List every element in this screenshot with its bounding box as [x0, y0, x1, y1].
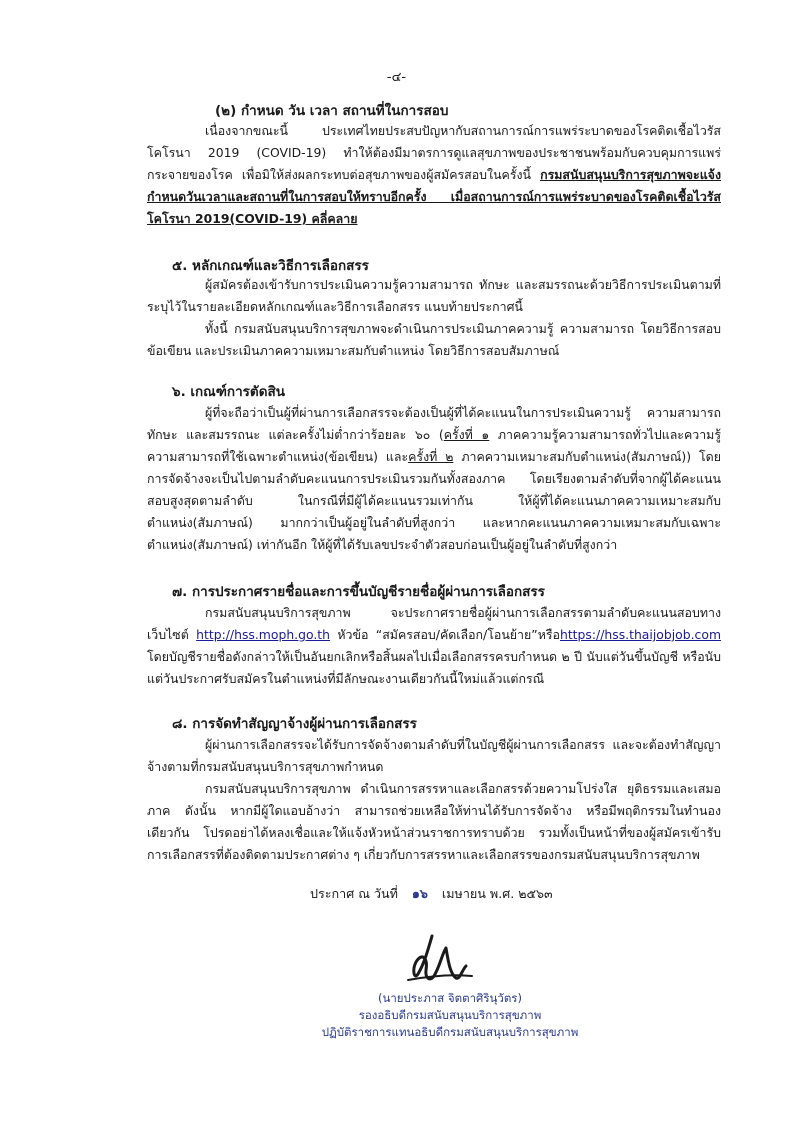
- section-body-announcement: [147, 602, 721, 690]
- signatory-acting-title: ปฏิบัติราชการแทนอธิบดีกรมสนับสนุนบริการสุขภาพ: [321, 1025, 579, 1039]
- announcement-paragraph: [147, 602, 721, 690]
- section-body-criteria: [147, 274, 721, 362]
- criteria-paragraph-2: ทั้งนี้ กรมสนับสนุนบริการสุขภาพจะดำเนินการประเมินภาคความรู้ ความสามารถ โดยวิธีการสอบข้อเขียน และประเมินภาคความเหมาะสมกับตำแหน่ง โดยวิธีการสอบสัมภาษณ์: [147, 321, 721, 358]
- announce-day: ๑๖: [411, 886, 428, 901]
- criteria-paragraph-1: ผู้สมัครต้องเข้ารับการประเมินความรู้ความสามารถ ทักษะ และสมรรถนะด้วยวิธีการประเมินตามที่ระบุไว้ในรายละเอียดหลักเกณฑ์และวิธีการเลือกสรร แนบท้ายประกาศนี้: [147, 277, 721, 314]
- judgement-text-b: ภาคความรู้ความสามารถทั่วไปและความรู้ความสามารถที่ใช้เฉพาะตำแหน่ง(ข้อเขียน) และ: [147, 427, 721, 464]
- page-number: -๔-: [386, 70, 407, 85]
- announcement-text-b: หัวข้อ “สมัครสอบ/คัดเลือก/โอนย้าย”หรือ: [330, 627, 560, 642]
- signature-block: [290, 990, 610, 1041]
- judgement-round-1: ครั้งที่ ๑: [443, 427, 490, 442]
- announce-month-year: เมษายน พ.ศ. ๒๕๖๓: [441, 886, 553, 901]
- section-body-schedule: [147, 120, 721, 230]
- schedule-notice-bold: กรมสนับสนุนบริการสุขภาพจะแจ้งกำหนดวันเวลาและสถานที่ในการสอบให้ทราบอีกครั้ง เมื่อสถานการณ์การแพร่ระบาดของโรคติดเชื้อไวรัสโคโรนา 2019(COVID-19) คลี่คลาย: [147, 167, 721, 226]
- announce-date: [310, 884, 553, 904]
- announcement-text-c: โดยบัญชีรายชื่อดังกล่าวให้เป็นอันยกเลิกหรือสิ้นผลไปเมื่อเลือกสรรครบกำหนด ๒ ปี นับแต่วันขึ้นบัญชี หรือนับแต่วันประกาศรับสมัครในตำแหน่งที่มีลักษณะงานเดียวกันนี้ใหม่แล้วแต่กรณี: [147, 649, 721, 686]
- thaijobjob-website-link[interactable]: https://hss.thaijobjob.com: [559, 627, 722, 642]
- section-heading-schedule: (๒) กำหนด วัน เวลา สถานที่ในการสอบ: [215, 103, 449, 119]
- section-body-contract: [147, 734, 721, 866]
- contract-paragraph-1: ผู้ผ่านการเลือกสรรจะได้รับการจัดจ้างตามลำดับที่ในบัญชีผู้ผ่านการเลือกสรร และจะต้องทำสัญญาจ้างตามที่กรมสนับสนุนบริการสุขภาพกำหนด: [147, 737, 721, 774]
- signatory-title: รองอธิบดีกรมสนับสนุนบริการสุขภาพ: [358, 1008, 542, 1022]
- judgement-text-a: ผู้ที่จะถือว่าเป็นผู้ที่ผ่านการเลือกสรรจะต้องเป็นผู้ที่ได้คะแนนในการประเมินความรู้ ความสามารถ ทักษะ และสมรรถนะ แต่ละครั้งไม่ต่ำกว่าร้อยละ ๖๐ (: [147, 405, 721, 442]
- judgement-round-2: ครั้งที่ ๒: [408, 449, 454, 464]
- announce-prefix: ประกาศ ณ วันที่: [310, 886, 398, 901]
- section-heading-contract: ๘. การจัดทำสัญญาจ้างผู้ผ่านการเลือกสรร: [172, 716, 417, 732]
- announcement-text-a: กรมสนับสนุนบริการสุขภาพ จะประกาศรายชื่อผู้ผ่านการเลือกสรรตามลำดับคะแนนสอบทางเว็บไซต์: [147, 605, 721, 642]
- section-heading-announcement: ๗. การประกาศรายชื่อและการขึ้นบัญชีรายชื่อผู้ผ่านการเลือกสรร: [172, 584, 545, 600]
- schedule-paragraph: [147, 120, 721, 230]
- signature-mark: [300, 930, 560, 994]
- section-body-judgement: [147, 402, 721, 556]
- section-heading-judgement: ๖. เกณฑ์การตัดสิน: [172, 384, 285, 400]
- schedule-text: เนื่องจากขณะนี้ ประเทศไทยประสบปัญหากับสถานการณ์การแพร่ระบาดของโรคติดเชื้อไวรัสโคโรนา 2019 (COVID-19) ทำให้ต้องมีมาตรการดูแลสุขภาพของประชาชนพร้อมกับควบคุมการแพร่กระจายของโรค เพื่อมิให้ส่งผลกระทบต่อสุขภาพของผู้สมัครสอบในครั้งนี้: [147, 123, 721, 182]
- contract-paragraph-2: กรมสนับสนุนบริการสุขภาพ ดำเนินการสรรหาและเลือกสรรด้วยความโปร่งใส ยุติธรรมและเสมอภาค ดังนั้น หากมีผู้ใดแอบอ้างว่า สามารถช่วยเหลือให้ท่านได้รับการจัดจ้าง หรือมีพฤติกรรมในทำนองเดียวกัน โปรดอย่าได้หลงเชื่อและให้แจ้งหัวหน้าส่วนราชการทราบด้วย รวมทั้งเป็นหน้าที่ของผู้สมัครเข้ารับการเลือกสรรที่ต้องติดตามประกาศต่าง ๆ เกี่ยวกับการสรรหาและเลือกสรรของกรมสนับสนุนบริการสุขภาพ: [147, 781, 721, 862]
- hss-website-link[interactable]: http://hss.moph.go.th: [196, 627, 330, 642]
- judgement-paragraph: [147, 402, 721, 556]
- signatory-name: (นายประภาส จิตตาศิรินุวัตร): [378, 991, 522, 1005]
- section-heading-criteria: ๕. หลักเกณฑ์และวิธีการเลือกสรร: [172, 258, 369, 274]
- judgement-text-c: ภาคความเหมาะสมกับตำแหน่ง(สัมภาษณ์)) โดยการจัดจ้างจะเป็นไปตามลำดับคะแนนการประเมินรวมกันทั้งสองภาค โดยเรียงตามลำดับที่จากผู้ได้คะแนนสอบสูงสุดตามลำดับ ในกรณีที่มีผู้ได้คะแนนรวมเท่ากัน ให้ผู้ที่ได้คะแนนภาคความเหมาะสมกับตำแหน่ง(สัมภาษณ์) มากกว่าเป็นผู้อยู่ในลำดับที่สูงกว่า และหากคะแนนภาคความเหมาะสมกับเฉพาะตำแหน่ง(สัมภาษณ์) เท่ากันอีก ให้ผู้ที่ได้รับเลขประจำตัวสอบก่อนเป็นผู้อยู่ในลำดับที่สูงกว่า: [147, 449, 721, 552]
